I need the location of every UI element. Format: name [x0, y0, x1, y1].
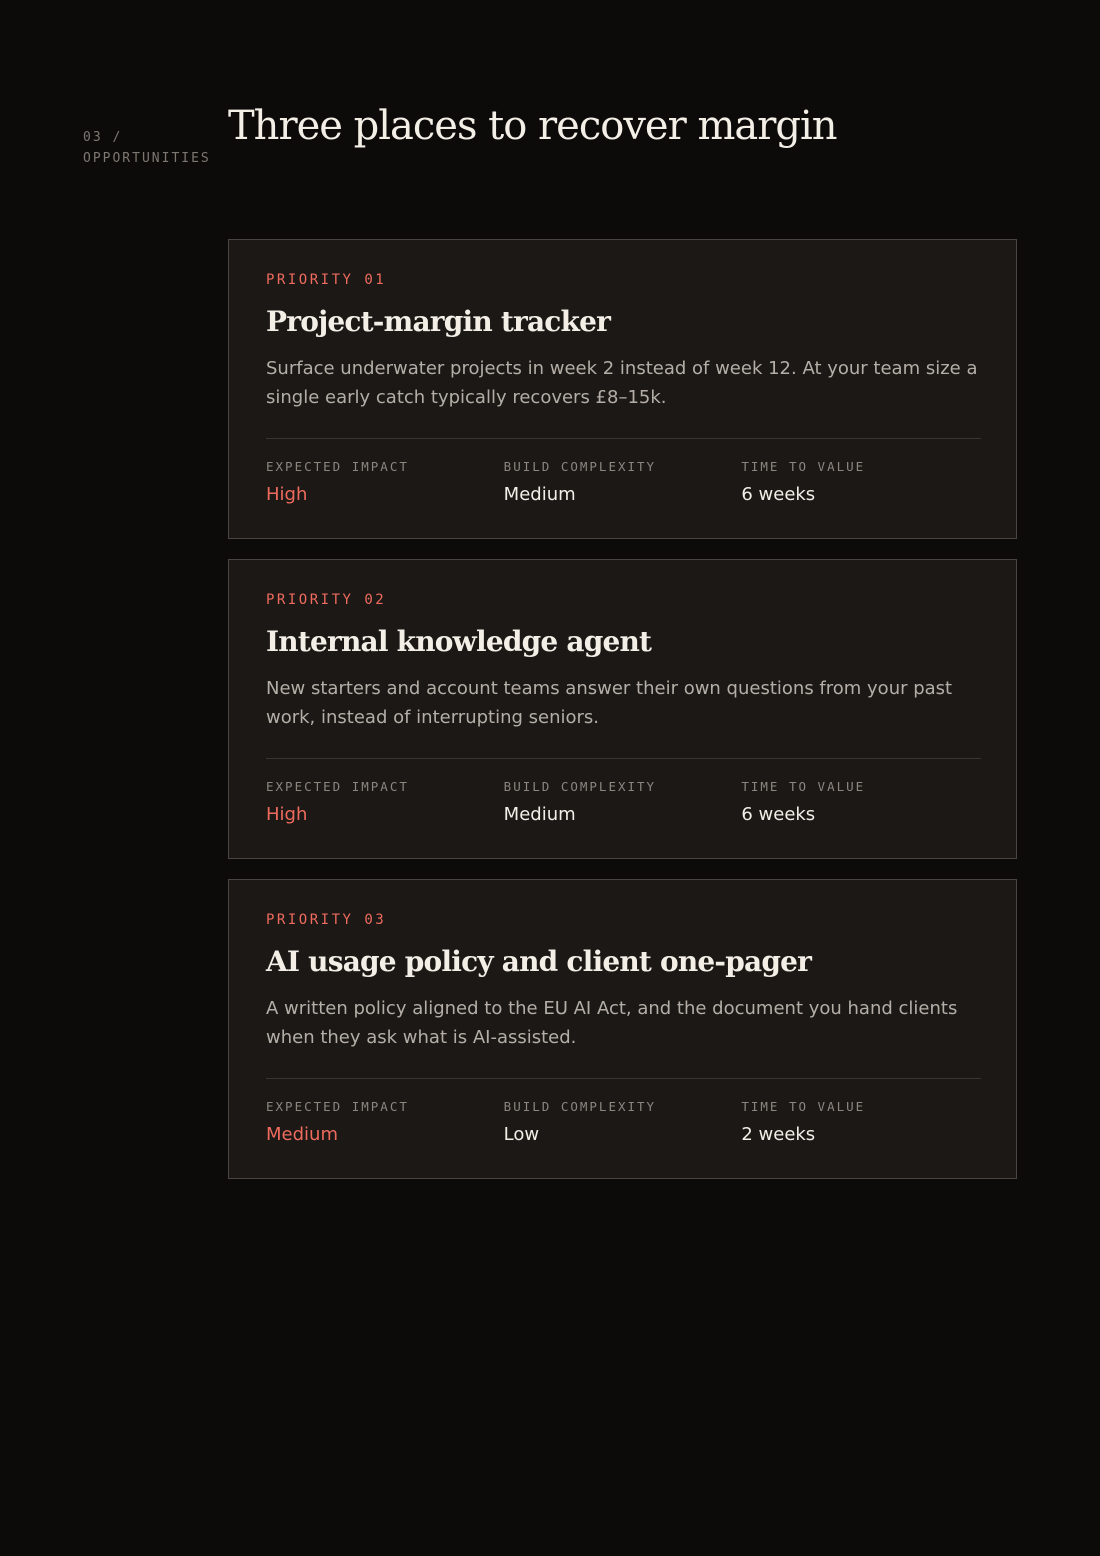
- metric-complexity: [504, 459, 742, 507]
- metric-time: [741, 459, 979, 507]
- metric-value-impact: Medium: [266, 1124, 338, 1145]
- priority-label: PRIORITY 03: [266, 912, 387, 928]
- metric-value-complexity: Medium: [503, 484, 576, 505]
- opportunity-card: [228, 879, 1017, 1179]
- opportunity-description: Surface underwater projects in week 2 instead of week 12. At your team size a single early catch typically recovers £8–15k.: [266, 358, 978, 408]
- metrics-row: [266, 459, 979, 507]
- opportunity-description: A written policy aligned to the EU AI Act, and the document you hand clients when they ask what is AI-assisted.: [266, 998, 958, 1048]
- metric-label: BUILD COMPLEXITY: [503, 459, 657, 474]
- metric-label: EXPECTED IMPACT: [266, 459, 409, 474]
- opportunity-title: Project-margin tracker: [266, 305, 611, 338]
- metric-label: EXPECTED IMPACT: [266, 1099, 409, 1114]
- metric-label: TIME TO VALUE: [741, 779, 866, 794]
- section-number: 03 /: [83, 130, 123, 145]
- opportunity-title: AI usage policy and client one-pager: [266, 945, 812, 978]
- opportunity-description: New starters and account teams answer their own questions from your past work, instead of interrupting seniors.: [266, 678, 953, 728]
- metric-impact: [266, 779, 504, 827]
- metric-label: EXPECTED IMPACT: [266, 779, 409, 794]
- metric-complexity: [504, 1099, 742, 1147]
- opportunity-card: [228, 559, 1017, 859]
- metrics-row: [266, 779, 979, 827]
- metric-value-complexity: Medium: [503, 804, 576, 825]
- metric-value-time: 6 weeks: [741, 804, 816, 825]
- divider: [266, 758, 981, 759]
- metric-time: [741, 1099, 979, 1147]
- opportunity-card: [228, 239, 1017, 539]
- metric-value-impact: High: [266, 804, 308, 825]
- metric-label: BUILD COMPLEXITY: [503, 1099, 657, 1114]
- metric-value-impact: High: [266, 484, 308, 505]
- opportunity-list: [228, 239, 1017, 1199]
- metric-label: TIME TO VALUE: [741, 1099, 866, 1114]
- priority-label: PRIORITY 02: [266, 592, 387, 608]
- metric-value-time: 2 weeks: [741, 1124, 816, 1145]
- section-label: [83, 127, 211, 169]
- page-title: Three places to recover margin: [228, 103, 837, 149]
- metric-impact: [266, 1099, 504, 1147]
- metric-value-complexity: Low: [503, 1124, 540, 1145]
- metric-impact: [266, 459, 504, 507]
- divider: [266, 438, 981, 439]
- metric-complexity: [504, 779, 742, 827]
- metrics-row: [266, 1099, 979, 1147]
- section-name: OPPORTUNITIES: [83, 151, 211, 166]
- priority-label: PRIORITY 01: [266, 272, 387, 288]
- metric-value-time: 6 weeks: [741, 484, 816, 505]
- metric-label: TIME TO VALUE: [741, 459, 866, 474]
- opportunity-title: Internal knowledge agent: [266, 625, 652, 658]
- metric-time: [741, 779, 979, 827]
- divider: [266, 1078, 981, 1079]
- metric-label: BUILD COMPLEXITY: [503, 779, 657, 794]
